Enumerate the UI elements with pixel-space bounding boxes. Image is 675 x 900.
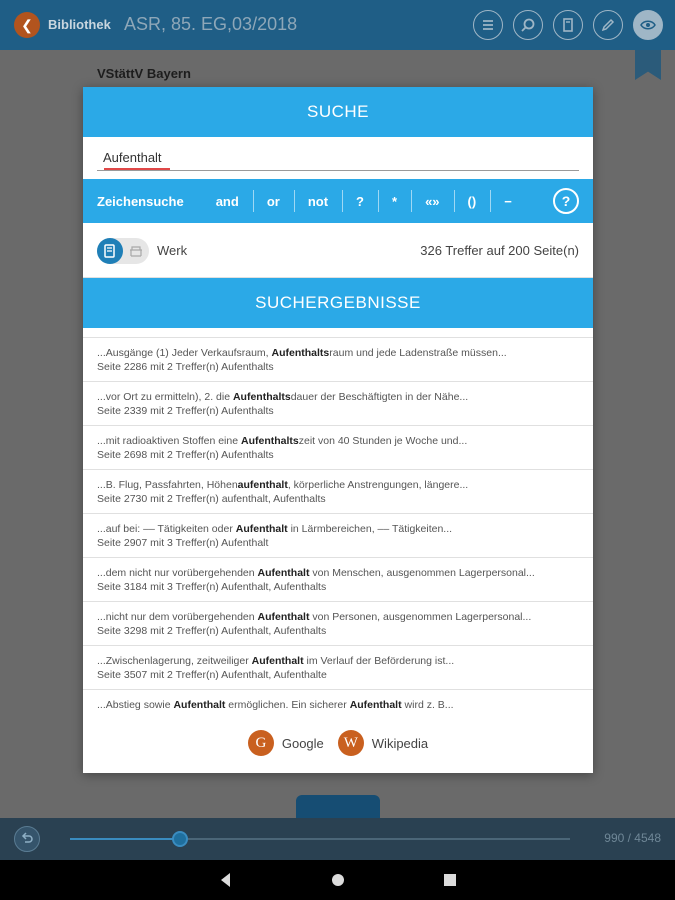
wikipedia-search-button[interactable] — [338, 730, 428, 756]
result-meta: Seite 2698 mit 2 Treffer(n) Aufenthalts — [97, 449, 274, 461]
snippet-text: ...Abstieg sowie — [97, 699, 174, 711]
snippet-text: ...mit radioaktiven Stoffen eine — [97, 435, 241, 447]
snippet-hit: Aufenthalt — [257, 611, 310, 623]
snippet-text: ermöglichen. Ein sicherer — [225, 699, 350, 711]
google-icon: G — [248, 730, 274, 756]
external-search-row — [83, 713, 593, 773]
snippet-hit: Aufenthalt — [251, 655, 304, 667]
snippet-text: von Personen, ausgenommen Lagerpersonal... — [309, 611, 532, 623]
slider-fill — [70, 838, 180, 840]
search-dialog — [83, 87, 593, 773]
scope-toggle[interactable] — [97, 238, 149, 264]
snippet-text: raum und jede Ladenstraße müssen... — [329, 347, 507, 359]
operator-question-button[interactable]: ? — [342, 179, 378, 223]
search-icon[interactable] — [513, 10, 543, 40]
app-bar — [0, 0, 675, 50]
result-snippet — [97, 654, 579, 668]
snippet-hit: Aufenthalt — [173, 699, 226, 711]
scope-row — [83, 223, 593, 278]
dialog-title: SUCHE — [83, 87, 593, 137]
snippet-text: ...Zwischenlagerung, zeitweiliger — [97, 655, 252, 667]
chevron-left-icon: ❮ — [21, 17, 33, 33]
result-snippet — [97, 698, 579, 712]
snippet-hit: Aufenthalt — [349, 699, 402, 711]
operators-label: Zeichensuche — [97, 193, 184, 209]
operator-not-button[interactable]: not — [294, 179, 342, 223]
page-slider[interactable] — [70, 838, 570, 840]
list-item-partial — [83, 328, 593, 338]
book-icon[interactable] — [553, 10, 583, 40]
result-snippet — [97, 346, 579, 360]
nav-recents-icon[interactable] — [440, 870, 460, 890]
snippet-text: in Lärmbereichen, –– Tätigkeiten... — [287, 523, 453, 535]
snippet-hit: aufenthalt — [237, 479, 288, 491]
google-label: Google — [281, 735, 324, 751]
result-snippet — [97, 522, 579, 536]
result-meta: Seite 2339 mit 2 Treffer(n) Aufenthalts — [97, 405, 274, 417]
page-heading: VStättV Bayern — [97, 66, 191, 81]
eye-icon[interactable] — [633, 10, 663, 40]
library-scope-icon — [129, 245, 143, 257]
nav-home-icon[interactable] — [328, 870, 348, 890]
hit-count: 326 Treffer auf 200 Seite(n) — [420, 243, 579, 258]
snippet-text: zeit von 40 Stunden je Woche und... — [298, 435, 468, 447]
operator-asterisk-button[interactable]: * — [378, 179, 411, 223]
result-snippet — [97, 390, 579, 404]
operator-minus-button[interactable]: − — [490, 179, 526, 223]
bottom-bar — [0, 818, 675, 860]
snippet-text: ...dem nicht nur vorübergehenden — [97, 567, 258, 579]
result-item[interactable] — [83, 426, 593, 470]
result-snippet — [97, 434, 579, 448]
nav-back-icon[interactable] — [216, 870, 236, 890]
spellcheck-underline — [104, 168, 170, 170]
results-title: SUCHERGEBNISSE — [83, 278, 593, 328]
document-title: ASR, 85. EG,03/2018 — [124, 14, 298, 34]
result-item[interactable] — [83, 558, 593, 602]
scope-label: Werk — [157, 243, 188, 258]
back-label[interactable]: Bibliothek — [48, 17, 111, 32]
result-snippet — [97, 566, 579, 580]
result-snippet — [97, 478, 579, 492]
snippet-hit: Aufenthalt — [235, 523, 288, 535]
result-item[interactable] — [83, 690, 593, 713]
result-item[interactable] — [83, 338, 593, 382]
undo-button[interactable] — [14, 826, 40, 852]
operator-or-button[interactable]: or — [253, 179, 294, 223]
page-counter: 990 / 4548 — [604, 831, 661, 845]
result-item[interactable] — [83, 602, 593, 646]
result-meta: Seite 3184 mit 3 Treffer(n) Aufenthalt, Aufenthalts — [97, 581, 327, 593]
operator-bar — [83, 179, 593, 223]
operator-and-button[interactable]: and — [215, 193, 239, 209]
snippet-text: wird z. B... — [401, 699, 454, 711]
snippet-text: , körperliche Anstrengungen, längere... — [287, 479, 469, 491]
google-search-button[interactable] — [248, 730, 324, 756]
operator-quotes-button[interactable]: «» — [411, 179, 453, 223]
snippet-hit: Aufenthalts — [271, 347, 330, 359]
system-nav-bar — [0, 860, 675, 900]
results-list[interactable] — [83, 328, 593, 713]
book-scope-icon — [97, 238, 123, 264]
result-meta: Seite 2730 mit 2 Treffer(n) aufenthalt, Aufenthalts — [97, 493, 326, 505]
result-item[interactable] — [83, 470, 593, 514]
result-meta: Seite 3507 mit 2 Treffer(n) Aufenthalt, Aufenthalte — [97, 669, 327, 681]
snippet-text: ...vor Ort zu ermitteln), 2. die — [97, 391, 233, 403]
snippet-text: ...B. Flug, Passfahrten, Höhen — [97, 479, 238, 491]
undo-icon — [20, 832, 34, 846]
slider-thumb[interactable] — [172, 831, 188, 847]
result-snippet — [97, 610, 579, 624]
pencil-icon[interactable] — [593, 10, 623, 40]
result-item[interactable] — [83, 646, 593, 690]
snippet-text: dauer der Beschäftigten in der Nähe... — [290, 391, 469, 403]
result-meta: Seite 2907 mit 3 Treffer(n) Aufenthalt — [97, 537, 269, 549]
snippet-text: im Verlauf der Beförderung ist... — [303, 655, 455, 667]
snippet-text: ...Ausgänge (1) Jeder Verkaufsraum, — [97, 347, 272, 359]
snippet-text: von Menschen, ausgenommen Lagerpersonal... — [309, 567, 535, 579]
snippet-hit: Aufenthalt — [257, 567, 310, 579]
help-icon[interactable]: ? — [553, 188, 579, 214]
result-item[interactable] — [83, 382, 593, 426]
toolbar — [473, 10, 663, 40]
result-meta: Seite 2286 mit 2 Treffer(n) Aufenthalts — [97, 361, 274, 373]
wikipedia-label: Wikipedia — [371, 735, 429, 751]
result-meta: Seite 3298 mit 2 Treffer(n) Aufenthalt, Aufenthalts — [97, 625, 327, 637]
operator-parentheses-button[interactable]: () — [454, 179, 491, 223]
snippet-hit: Aufenthalts — [232, 391, 291, 403]
snippet-text: ...nicht nur dem vorübergehenden — [97, 611, 258, 623]
back-button[interactable] — [14, 12, 40, 38]
result-item[interactable] — [83, 514, 593, 558]
wikipedia-icon: W — [338, 730, 364, 756]
menu-icon[interactable] — [473, 10, 503, 40]
search-area — [83, 137, 593, 179]
snippet-text: ...auf bei: –– Tätigkeiten oder — [97, 523, 236, 535]
snippet-hit: Aufenthalts — [240, 435, 299, 447]
